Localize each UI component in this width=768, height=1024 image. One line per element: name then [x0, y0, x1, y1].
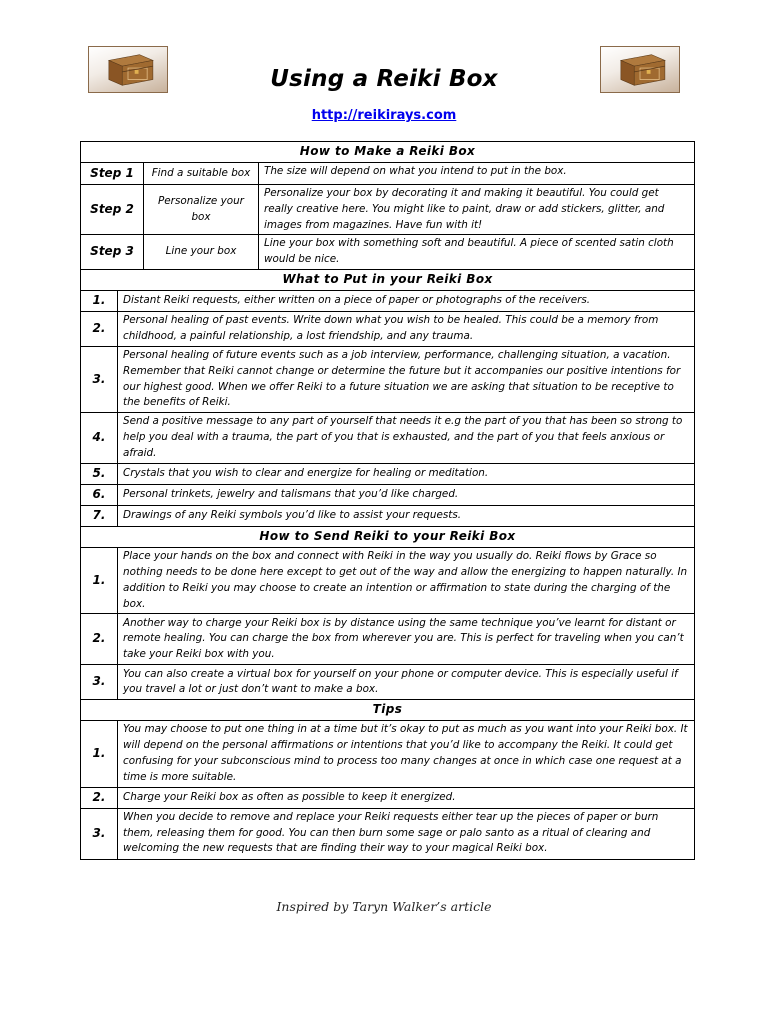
page-title: Using a Reiki Box	[270, 66, 498, 92]
step-label: Step 3	[81, 235, 144, 270]
item-text: Another way to charge your Reiki box is by distance using the same technique you’ve learnt for distant or remote healing. You can charge the box from wherever you are. This is perfect for traveling when you can’t take your Reiki box with you.	[118, 614, 695, 665]
item-number: 4.	[81, 413, 118, 464]
list-item	[81, 506, 695, 527]
site-link[interactable]: http://reikirays.com	[311, 108, 457, 123]
item-text: Personal healing of past events. Write down what you wish to be healed. This could be a memory from childhood, a painful relationship, a lost friendship, and any trauma.	[118, 311, 695, 346]
list-item	[81, 290, 695, 311]
item-text: When you decide to remove and replace your Reiki requests either tear up the pieces of paper or burn them, releasing them for good. You can then burn some sage or palo santo as a ritual of clearing and welcoming the new requests that are finding their way to your magical Reiki box.	[118, 808, 695, 859]
section-header-row	[81, 700, 695, 721]
item-number: 5.	[81, 464, 118, 485]
item-text: Personal healing of future events such as a job interview, performance, challenging situation, a vacation. Remember that Reiki cannot change or determine the future but it accompanies our positive intentions for our highest good. When we offer Reiki to a future situation we are asking that situation to be receptive to the benefits of Reiki.	[118, 346, 695, 412]
list-item	[81, 808, 695, 859]
list-item	[81, 485, 695, 506]
item-text: You may choose to put one thing in at a time but it’s okay to put as much as you want into your Reiki box. It will depend on the personal affirmations or intentions that you’d like to accompany the Reiki. It could get confusing for your subconscious mind to process too many changes at once in which case one request at a time is more suitable.	[118, 721, 695, 787]
item-number: 7.	[81, 506, 118, 527]
step-description: Personalize your box by decorating it and making it beautiful. You could get really creative here. You might like to paint, draw or add stickers, glitter, and images from magazines. Have fun with it!	[259, 185, 695, 235]
section-header-row	[81, 142, 695, 163]
step-name: Line your box	[144, 235, 259, 270]
item-number: 3.	[81, 808, 118, 859]
item-text: Personal trinkets, jewelry and talismans that you’d like charged.	[118, 485, 695, 506]
list-item	[81, 721, 695, 787]
section-heading-tips: Tips	[81, 700, 695, 721]
section-heading-send: How to Send Reiki to your Reiki Box	[81, 527, 695, 548]
item-text: Drawings of any Reiki symbols you’d like to assist your requests.	[118, 506, 695, 527]
item-text: Crystals that you wish to clear and energize for healing or meditation.	[118, 464, 695, 485]
step-row	[81, 163, 695, 185]
list-item	[81, 665, 695, 700]
step-row	[81, 185, 695, 235]
section-header-row	[81, 527, 695, 548]
step-label: Step 2	[81, 185, 144, 235]
item-text: You can also create a virtual box for yourself on your phone or computer device. This is especially useful if you travel a lot or just don’t want to make a box.	[118, 665, 695, 700]
item-number: 2.	[81, 787, 118, 808]
list-item	[81, 413, 695, 464]
list-item	[81, 787, 695, 808]
list-item	[81, 311, 695, 346]
item-text: Send a positive message to any part of yourself that needs it e.g the part of you that has been so strong to help you deal with a trauma, the part of you that is exhausted, and the part of you that feels anxious or afraid.	[118, 413, 695, 464]
section-heading-put: What to Put in your Reiki Box	[81, 269, 695, 290]
list-item	[81, 464, 695, 485]
item-number: 3.	[81, 665, 118, 700]
step-description: Line your box with something soft and beautiful. A piece of scented satin cloth would be nice.	[259, 235, 695, 270]
step-name: Personalize your box	[144, 185, 259, 235]
footer-credit: Inspired by Taryn Walker’s article	[276, 899, 492, 914]
item-number: 2.	[81, 311, 118, 346]
reiki-box-table	[80, 141, 695, 860]
item-text: Distant Reiki requests, either written on a piece of paper or photographs of the receivers.	[118, 290, 695, 311]
item-number: 1.	[81, 290, 118, 311]
list-item	[81, 346, 695, 412]
item-number: 1.	[81, 548, 118, 614]
section-heading-make: How to Make a Reiki Box	[81, 142, 695, 163]
site-link-container	[0, 104, 768, 123]
step-name: Find a suitable box	[144, 163, 259, 185]
item-number: 6.	[81, 485, 118, 506]
item-number: 1.	[81, 721, 118, 787]
list-item	[81, 614, 695, 665]
item-number: 2.	[81, 614, 118, 665]
item-text: Charge your Reiki box as often as possible to keep it energized.	[118, 787, 695, 808]
item-number: 3.	[81, 346, 118, 412]
list-item	[81, 548, 695, 614]
section-header-row	[81, 269, 695, 290]
step-row	[81, 235, 695, 270]
step-description: The size will depend on what you intend to put in the box.	[259, 163, 695, 185]
step-label: Step 1	[81, 163, 144, 185]
item-text: Place your hands on the box and connect with Reiki in the way you usually do. Reiki flows by Grace so nothing needs to be done here except to get out of the way and allow the energizing to happen naturally. In addition to Reiki you may choose to create an intention or affirmation to state during the charging of the box.	[118, 548, 695, 614]
